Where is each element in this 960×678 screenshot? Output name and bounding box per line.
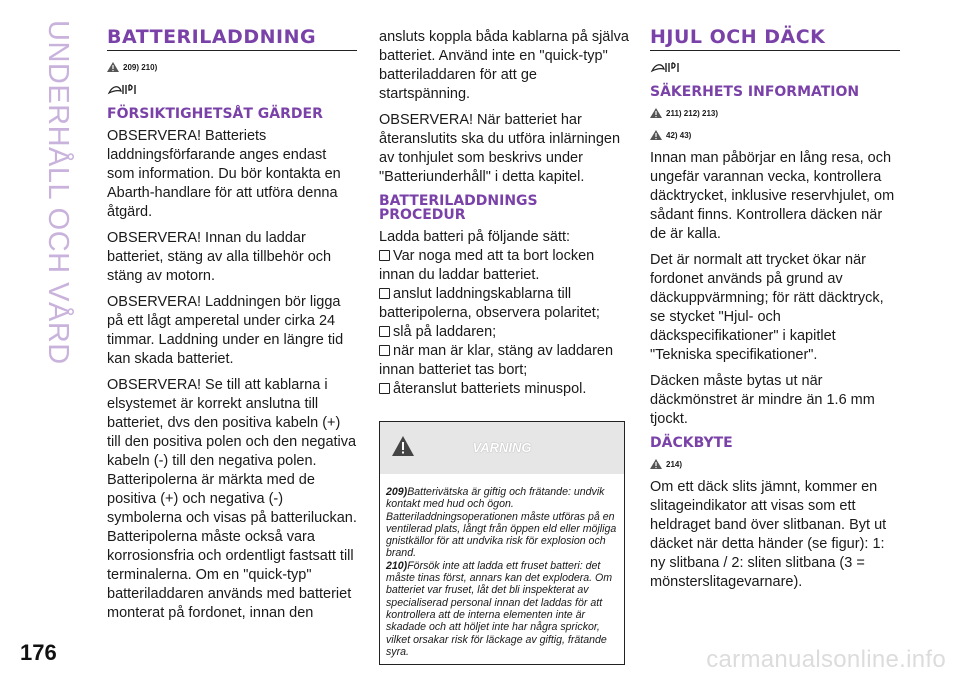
footer-watermark: carmanualsonline.info [706,646,946,673]
warning-body [380,474,624,664]
warning-refs-text: 211) 212) 213) [666,108,719,118]
procedure-step-text: anslut laddningskablarna till batteripolerna, observera polaritet; [379,286,600,321]
warning-triangle-icon [650,459,662,469]
eco-leaf-icon [650,59,684,75]
warning-header [380,422,624,474]
procedure-step [379,247,629,285]
warning-item-number: 209) [386,486,408,498]
paragraph: OBSERVERA! Laddningen bör ligga på ett lågt amperetal under cirka 24 timmar. Laddning under en längre tid kan skada batteriet. [107,294,344,367]
procedure-step [379,285,629,323]
warning-box [379,421,625,665]
warning-item-number: 210) [386,559,408,572]
page-number: 176 [20,640,57,665]
subheading-tyre-replacement: DÄCKBYTE [650,435,733,451]
procedure-step-text: när man är klar, stäng av laddaren innan batteriet tas bort; [379,343,614,378]
warning-refs [107,59,357,75]
column-3 [650,28,900,599]
paragraph: OBSERVERA! När batteriet har återanslutits ska du utföra inlärningen av tonhjulet som beskrivs under "Batteriunderhåll" i detta kapitel. [379,112,621,185]
procedure-step-text: Var noga med att ta bort locken innan du laddar batteriet. [379,248,595,283]
subheading-precautions: FÖRSIKTIGHETSÅT GÄRDER [107,106,323,122]
procedure-step-text: återanslut batteriets minuspol. [393,381,587,397]
warning-refs-text: 214) [666,459,683,469]
caution-triangle-icon [650,130,662,140]
warning-refs [650,105,900,121]
warning-item-text: Försök inte att ladda ett fruset batteri: det måste tinas först, annars kan det explodera. Om batteriet var fruset, låt det bli inspekterat av specialiserad personal innan det laddas för att kontrollera att de interna elementen inte är skadade och att höljet inte har några sprickor, vilket orsakar risk för läckage av giftig, frätande syra. [386,559,613,658]
paragraph: Om ett däck slits jämnt, kommer en slitageindikator att visas som ett heldraget band över slitbanan. Byt ut däcket när detta händer (se figur): 1: ny slitbana / 2: sliten slitbana (3 = mönsterslitagevarnare). [650,479,887,590]
column-1 [107,28,357,630]
caution-refs-text: 42) 43) [666,130,692,140]
heading-battery-charging: BATTERILADDNING [107,28,357,51]
warning-refs-text: 209) 210) [123,62,158,72]
procedure-step [379,380,629,399]
paragraph: Det är normalt att trycket ökar när fordonet används på grund av däckuppvärmning; för rätt däcktryck, se stycket "Hjul- och däckspecifikationer" i kapitlet "Tekniska specifikationer". [650,252,884,363]
paragraph: OBSERVERA! Se till att kablarna i elsystemet är korrekt anslutna till batteriet, dvs den positiva kabeln (+) till den positiva polen och den negativa kabeln (-) till den negativa polen. Batteripolerna är märkta med de positiva (+) och negativa (-) symbolerna och visas på batteriluckan. Batteripolerna måste också vara korrosionsfria och ordentligt fastsatt till terminalerna. Om en "quick-typ" batteriladdaren används med batteriet monterat på fordonet, innan den [107,377,357,621]
chapter-side-title-text: UNDERHÅLL OCH VÅRD [42,20,74,365]
paragraph: Innan man påbörjar en lång resa, och ungefär varannan vecka, kontrollera däcktrycket, inklusive reservhjulet, om sådant finns. Kontrollera däcken när de är kalla. [650,150,895,242]
procedure-step [379,342,629,380]
warning-item-text: Batterivätska är giftig och frätande: undvik kontakt med hud och ögon. Batteriladdningsoperationen måste utföras på en ventilerad plats, långt från öppen eld eller möjliga gnistkällor för att undvika risk för explosion och brand. [386,486,617,560]
paragraph: Däcken måste bytas ut när däckmönstret är mindre än 1.6 mm tjockt. [650,373,875,427]
caution-refs [650,127,900,143]
procedure-step [379,323,629,342]
checkbox-bullet-icon [379,250,390,261]
paragraph: OBSERVERA! Innan du laddar batteriet, stäng av alla tillbehör och stäng av motorn. [107,230,332,284]
heading-wheels-tyres: HJUL OCH DÄCK [650,28,900,51]
column-2 [379,28,629,665]
warning-triangle-icon [650,108,662,118]
checkbox-bullet-icon [379,345,390,356]
warning-item [386,560,618,658]
procedure-intro: Ladda batteri på följande sätt: [379,229,571,245]
subheading-charging-procedure: BATTERILADDNINGS PROCEDUR [379,193,538,223]
checkbox-bullet-icon [379,288,390,299]
warning-refs [650,456,900,472]
eco-leaf-icon [107,81,141,97]
warning-triangle-icon [107,62,119,72]
procedure-step-text: slå på laddaren; [393,324,497,340]
checkbox-bullet-icon [379,383,390,394]
warning-label: VARNING [472,440,532,455]
subheading-safety-info: SÄKERHETS INFORMATION [650,84,860,100]
checkbox-bullet-icon [379,326,390,337]
paragraph: ansluts koppla båda kablarna på själva batteriet. Använd inte en "quick-typ" batteriladdaren för att ge startspänning. [379,29,629,102]
paragraph: OBSERVERA! Batteriets laddningsförfarande anges endast som information. Du bör kontakta en Abarth-handlare för att utföra denna åtgärd. [107,128,341,220]
chapter-side-title [42,20,92,365]
warning-item [386,486,618,560]
